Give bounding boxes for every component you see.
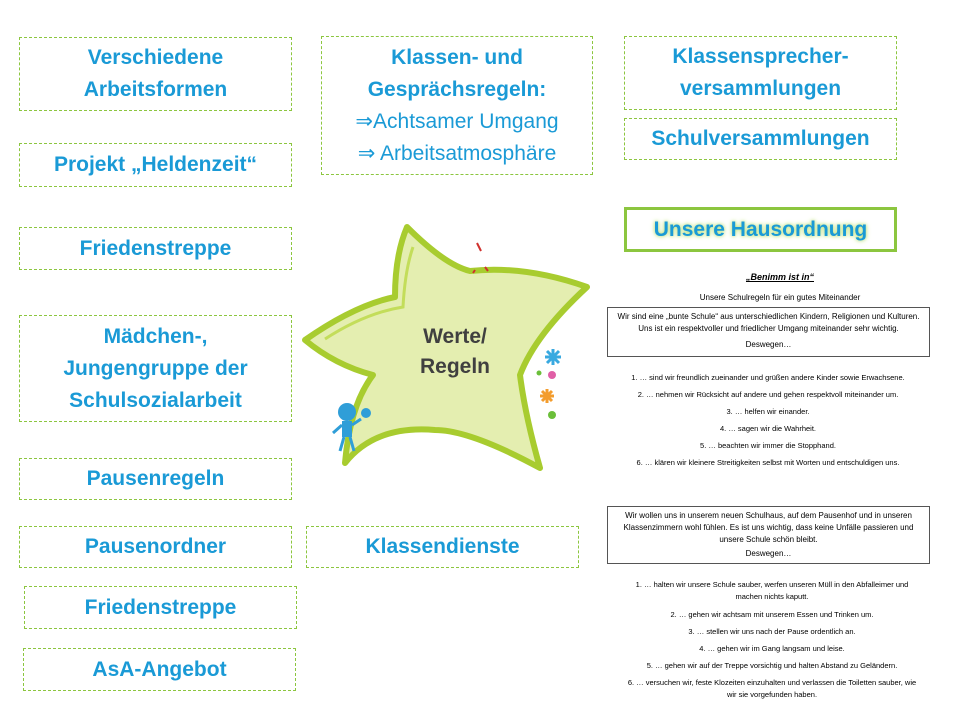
box-pausenregeln: [19, 458, 292, 500]
panel-line: Deswegen…: [745, 549, 792, 558]
rule-item: wir sie vorgefunden haben.: [726, 690, 818, 699]
rule-item: machen nichts kaputt.: [735, 592, 809, 601]
box-maedchen-jungengruppe: [19, 315, 292, 422]
star-label-line-2: Regeln: [419, 355, 490, 378]
document-panel-1: [607, 307, 930, 357]
box-line: Verschiedene: [87, 46, 224, 69]
box-label: Schulversammlungen: [651, 127, 870, 150]
box-line: Arbeitsformen: [83, 78, 228, 101]
panel-line: Deswegen…: [745, 340, 792, 349]
box-label: Pausenregeln: [86, 467, 225, 490]
dot-green: [537, 371, 542, 376]
box-line: Klassen- und: [391, 45, 523, 69]
box-label: Klassendienste: [365, 535, 520, 558]
rule-item: 2. … gehen wir achtsam mit unserem Essen und Trinken um.: [670, 610, 874, 619]
box-projekt-heldenzeit: [19, 143, 292, 187]
box-pausenordner: [19, 526, 292, 568]
box-label: AsA-Angebot: [92, 657, 227, 681]
dot-pink: [548, 371, 556, 379]
box-klassen-gespraechsregeln: [321, 36, 593, 175]
rule-item: 1. … sind wir freundlich zueinander und grüßen andere Kinder sowie Erwachsene.: [631, 373, 905, 382]
box-line: Mädchen-,: [103, 324, 208, 348]
document-title: „Benimm ist in“: [745, 272, 814, 282]
document-panel-2: [607, 506, 930, 564]
box-schulversammlungen: [624, 118, 897, 160]
box-item-achtsamer-umgang: ⇒Achtsamer Umgang: [355, 109, 559, 133]
rule-item: 6. … versuchen wir, feste Klozeiten einzuhalten und verlassen die Toiletten sauber, wie: [627, 678, 917, 687]
panel-line: Klassenzimmern wohl fühlen. Es ist uns wichtig, dass keine Unfälle passieren und: [623, 523, 914, 532]
star-label: [395, 322, 515, 382]
box-label: Friedenstreppe: [79, 236, 232, 260]
flower-blue-icon: [545, 349, 561, 365]
panel-line: Uns ist ein respektvoller und friedlicher Umgang miteinander sehr wichtig.: [638, 324, 899, 333]
panel-line: unsere Schule schön bleibt.: [719, 535, 818, 544]
dot-green-2: [548, 411, 556, 419]
box-asa-angebot: [23, 648, 296, 691]
rule-item: 5. … gehen wir auf der Treppe vorsichtig und halten Abstand zu Geländern.: [646, 661, 898, 670]
rule-item: 4. … sagen wir die Wahrheit.: [719, 424, 816, 433]
box-item-arbeitsatmosphaere: ⇒ Arbeitsatmosphäre: [357, 141, 557, 165]
box-klassendienste: [306, 526, 579, 568]
box-klassensprecherversammlungen: [624, 36, 897, 110]
rule-item: 3. … stellen wir uns nach der Pause ordentlich an.: [688, 627, 856, 636]
box-line: Klassensprecher-: [672, 45, 849, 68]
box-friedenstreppe-1: [19, 227, 292, 270]
rule-item: 5. … beachten wir immer die Stopphand.: [700, 441, 836, 450]
box-label: Unsere Hausordnung: [653, 217, 868, 241]
rule-item: 4. … gehen wir im Gang langsam und leise.: [699, 644, 845, 653]
box-label: Friedenstreppe: [84, 595, 237, 619]
box-friedenstreppe-2: [24, 586, 297, 629]
panel-line: Wir sind eine „bunte Schule“ aus unterschiedlichen Kindern, Religionen und Kulturen.: [617, 312, 920, 321]
box-label: Projekt „Heldenzeit“: [53, 153, 258, 176]
star-label-line-1: Werte/: [423, 325, 487, 348]
rule-item: 6. … klären wir kleinere Streitigkeiten selbst mit Worten und entschuldigen uns.: [636, 458, 900, 467]
box-unsere-hausordnung: [624, 207, 897, 252]
box-line: versammlungen: [679, 77, 842, 100]
box-label: Pausenordner: [84, 535, 227, 558]
panel-line: Wir wollen uns in unserem neuen Schulhaus, auf dem Pausenhof und in unseren: [625, 511, 912, 520]
box-verschiedene-arbeitsformen: [19, 37, 292, 111]
rule-item: 3. … helfen wir einander.: [726, 407, 810, 416]
box-line: Schulsozialarbeit: [69, 388, 242, 412]
box-line: Gesprächsregeln:: [367, 77, 547, 101]
rule-item: 2. … nehmen wir Rücksicht auf andere und gehen respektvoll miteinander um.: [637, 390, 899, 399]
flower-orange-icon: [540, 389, 554, 403]
box-line: Jungengruppe der: [63, 356, 248, 380]
document-subtitle: Unsere Schulregeln für ein gutes Miteinander: [699, 293, 861, 302]
rule-item: 1. … halten wir unsere Schule sauber, werfen unseren Müll in den Abfalleimer und: [635, 580, 909, 589]
